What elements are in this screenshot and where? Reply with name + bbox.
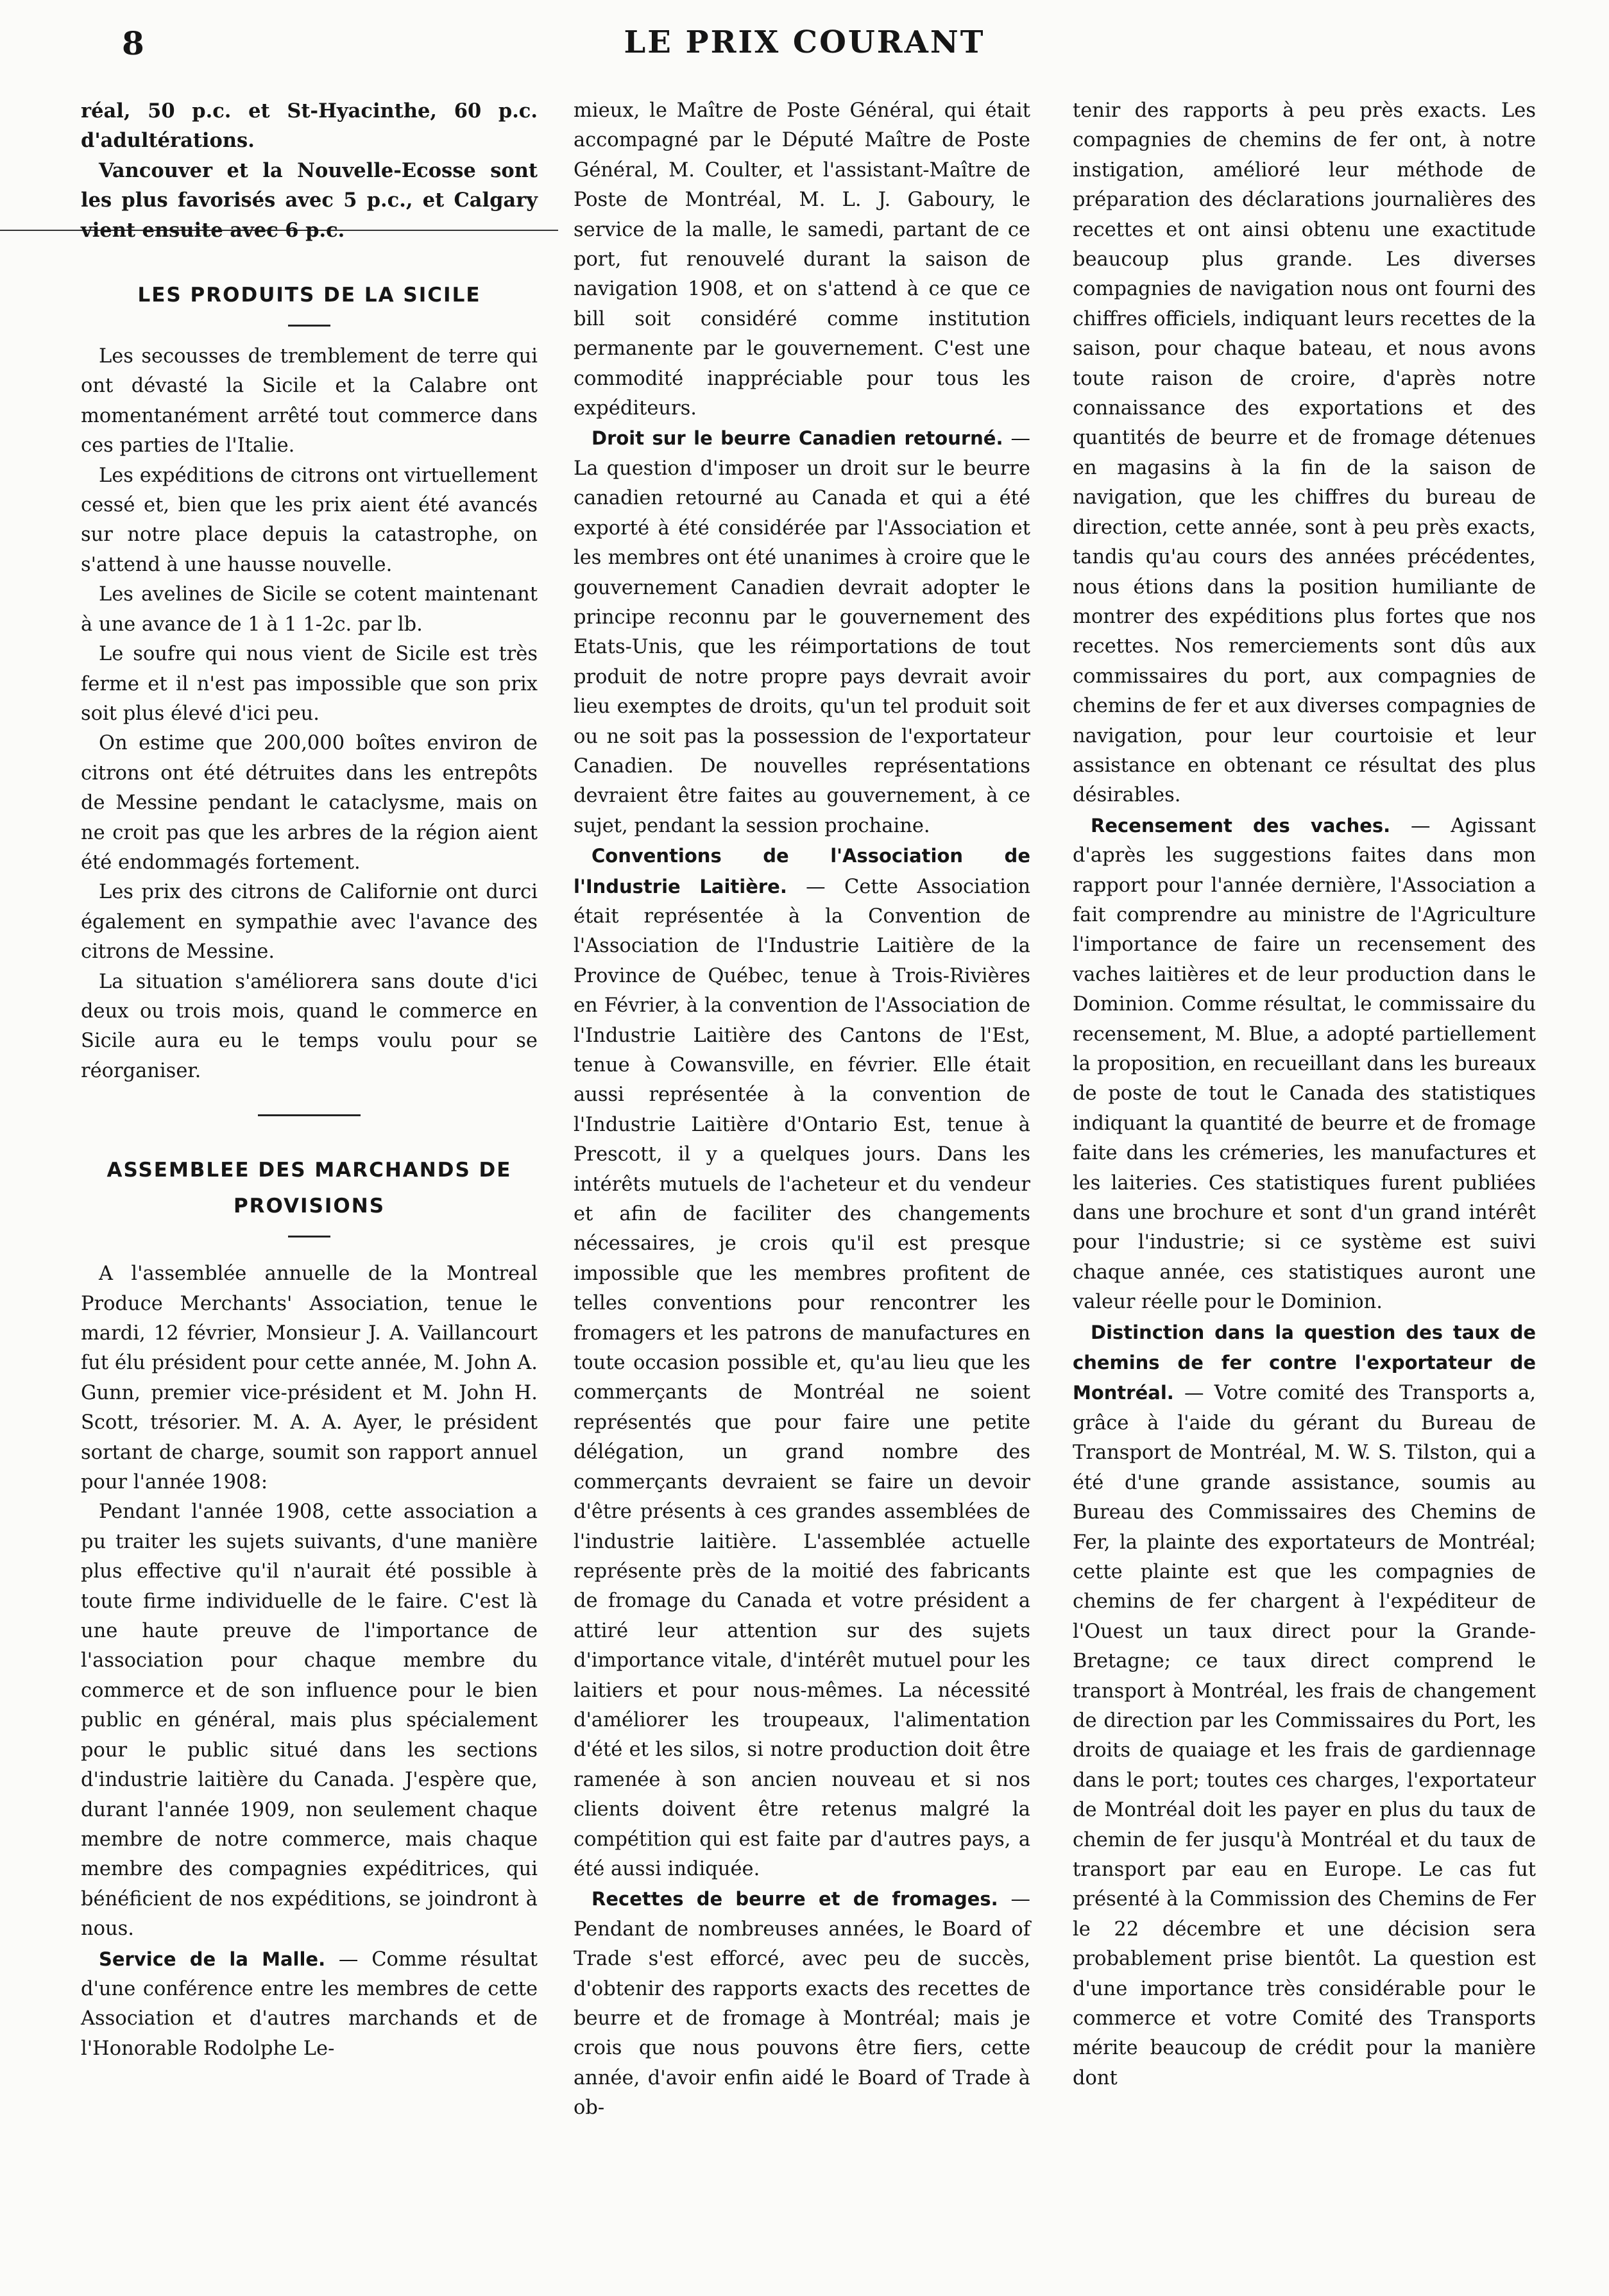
paragraph-text: — Pendant de nombreuses années, le Board of Trade s'est efforcé, avec peu de succès, d'obtenir des rapports exacts des recettes de beurre et de fromage à Montréal; mais je crois que nous pouvons être fiers, cette année, d'avoir enfin aidé le Board of Trade à ob- [574,1888,1030,2120]
page-number: 8 [122,24,144,62]
section-heading: LES PRODUITS DE LA SICILE [137,284,481,307]
paragraph: Les secousses de tremblement de terre qui ont dévasté la Sicile et la Calabre ont momentanément arrêté tout commerce dans ces parties de l'Italie. [81,345,538,457]
heading-rule [288,1236,330,1237]
running-head: LE PRIX COURANT [624,24,985,60]
paragraph-text: — Cette Association était représentée à la Convention de l'Association de l'Industrie Laitière de la Province de Québec, tenue à Trois-Rivières en Février, à la convention de l'Association de l'Industrie Laitière des Cantons de l'Est, tenue à Cowansville, en février. Elle était aussi représentée à la convention de l'Industrie Laitière d'Ontario Est, tenue à Prescott, il y a quelques jours. Dans les intérêts mutuels de l'acheteur et du vendeur et afin de faciliter des changements nécessaires, je crois qu'il est presque impossible que les membres profitent de telles conventions pour rencontrer les fromagers et les patrons de manufactures en toute occasion possible et, qu'au lieu que les commerçants de Montréal ne soient représentés que pour faire une petite délégation, un grand nombre des commerçants devraient se faire un devoir d'être présents à ces grandes assemblées de l'industrie laitière. L'assemblée actuelle représente près de la moitié des fabricants de fromage du Canada et votre président a attiré leur attention sur des sujets d'importance vitale, d'intérêt mutuel pour les laitiers et pour nous-mêmes. La nécessité d'améliorer les troupeaux, l'alimentation d'été et les silos, si notre production doit être ramenée à son ancien nouveau et si nos clients doivent être retenus malgré la compétition qui est faite par d'autres pays, a été aussi indiquée. [574,875,1030,1880]
run-in-title: Distinction dans la question des taux de chemins de fer contre l'exportateur de Montréal. [1073,1321,1536,1404]
heading-rule [288,325,330,327]
column-3 [1073,96,1536,2093]
paragraph: Le soufre qui nous vient de Sicile est très ferme et il n'est pas impossible que son prix soit plus élevé d'ici peu. [81,643,538,725]
paragraph: Vancouver et la Nouvelle-Ecosse sont les plus favorisés avec 5 p.c., et Calgary vient ensuite avec 6 p.c. [81,158,538,242]
paragraph: On estime que 200,000 boîtes environ de citrons ont été détruites dans les entrepôts de Messine pendant le cataclysme, mais on ne croit pas que les arbres de la région aient été endommagés fortement. [81,732,538,874]
section-heading-line-2: PROVISIONS [233,1195,386,1218]
paragraph-text: — Agissant d'après les suggestions faites dans mon rapport pour l'année dernière, l'Association a fait comprendre au ministre de l'Agriculture l'importance de faire un recensement des vaches laitières et de leur production dans le Dominion. Comme résultat, le commissaire du recensement, M. Blue, a adopté partiellement la proposition, en recueillant dans les bureaux de poste de tout le Canada des statistiques indiquant la quantité de beurre et de fromage faite dans les crémeries, les manufactures et les laiteries. Ces statistiques furent publiées dans une brochure et sont d'un grand intérêt pour l'industrie; si ce système est suivi chaque année, ces statistiques auront une valeur réelle pour le Dominion. [1073,814,1536,1314]
paragraph: Pendant l'année 1908, cette association a pu traiter les sujets suivants, d'une manière plus effective qu'il n'aurait été possible à toute firme individuelle de le faire. C'est là une haute preuve de l'importance de l'association pour chaque membre du commerce et de son influence pour le bien public en général, mais plus spécialement pour le public situé dans les sections d'industrie laitière du Canada. J'espère que, durant l'année 1909, non seulement chaque membre de notre commerce, mais chaque membre des compagnies expéditrices, qui bénéficient de nos expéditions, se joindront à nous. [81,1501,538,1941]
section-separator [258,1114,361,1116]
run-in-title: Recettes de beurre et de fromages. [592,1888,998,1910]
paragraph-text: — Comme résultat d'une conférence entre les membres de cette Association et d'autres marchands et de l'Honorable Rodolphe Le- [81,1948,538,2060]
paragraph [1073,1318,1536,2094]
paragraph: Les prix des citrons de Californie ont durci également en sympathie avec l'avance des citrons de Messine. [81,881,538,964]
run-in-title: Droit sur le beurre Canadien retourné. [592,427,1003,450]
column-1 [81,96,538,2064]
paragraph: mieux, le Maître de Poste Général, qui était accompagné par le Député Maître de Poste Général, M. Coulter, et l'assistant-Maître de Poste de Montréal, M. L. J. Gaboury, le service de la malle, le samedi, partant de ce port, fut renouvelé durant la saison de navigation 1908, et on s'attend à ce que ce bill soit considéré comme institution permanente par le gouvernement. C'est une commodité inappréciable pour tous les expéditeurs. [574,99,1030,420]
section-heading: ASSEMBLEE DES MARCHANDS DE [106,1159,512,1182]
paragraph: La situation s'améliorera sans doute d'ici deux ou trois mois, quand le commerce en Sicile aura eu le temps voulu pour se réorganiser. [81,970,538,1082]
paragraph: réal, 50 p.c. et St-Hyacinthe, 60 p.c. d'adultérations. [81,99,538,153]
run-in-title: Recensement des vaches. [1091,814,1391,837]
paragraph [574,423,1030,841]
paragraph [1073,811,1536,1318]
paragraph: A l'assemblée annuelle de la Montreal Produce Merchants' Association, tenue le mardi, 12 février, Monsieur J. A. Vaillancourt fut élu président pour cette année, M. John A. Gunn, premier vice-président et M. John H. Scott, trésorier. M. A. A. Ayer, le président sortant de charge, soumit son rapport annuel pour l'année 1908: [81,1263,538,1494]
run-in-title: Conventions de l'Association de l'Industrie Laitière. [574,845,1030,897]
paragraph [574,841,1030,1884]
paragraph [81,1944,538,2064]
run-in-title: Service de la Malle. [99,1948,326,1970]
paragraph-text: — La question d'imposer un droit sur le beurre canadien retourné au Canada et qui a été exporté à été considérée par l'Association et les membres ont été unanimes à croire que le gouvernement Canadien devrait adopter le principe reconnu par le gouvernement des Etats-Unis, que les réimportations de tout produit de notre propre pays devrait avoir lieu exemptes de droits, qu'un tel produit soit ou ne soit pas la possession de l'exportateur Canadien. De nouvelles représentations devraient être faites au gouvernement, à ce sujet, pendant la session prochaine. [574,427,1031,837]
paragraph: Les expéditions de citrons ont virtuellement cessé et, bien que les prix aient été avancés sur notre place depuis la catastrophe, on s'attend à une hausse nouvelle. [81,464,538,576]
paragraph: Les avelines de Sicile se cotent maintenant à une avance de 1 à 1 1-2c. par lb. [81,583,538,636]
paragraph-text: — Votre comité des Transports a, grâce à l'aide du gérant du Bureau de Transport de Montréal, M. W. S. Tilston, qui a été d'une grande assistance, soumis au Bureau des Commissaires des Chemins de Fer, la plainte des exportateurs de Montréal; cette plainte est que les compagnies de chemins de fer chargent à l'expéditeur de l'Ouest un taux direct pour la Grande-Bretagne; ce taux direct comprend le transport à Montréal, les frais de changement de direction par les Commissaires du Port, les droits de quaiage et les frais de gardiennage dans le port; toutes ces charges, l'exportateur de Montréal doit les payer en plus du taux de chemin de fer jusqu'à Montréal et du taux de transport par eau en Europe. Le cas fut présenté à la Commission des Chemins de Fer le 22 décembre et une décision sera probablement prise bientôt. La question est d'une importance très considérable pour le commerce et votre Comité des Transports mérite beaucoup de crédit pour la manière dont [1073,1382,1536,2089]
paragraph [574,1884,1030,2123]
paragraph: tenir des rapports à peu près exacts. Les compagnies de chemins de fer ont, à notre instigation, amélioré leur méthode de préparation des déclarations journalières des recettes et ont ainsi obtenu une exactitude beaucoup plus grande. Les diverses compagnies de navigation nous ont fourni des chiffres officiels, indiquant leurs recettes de la saison, pour chaque bateau, et nous avons toute raison de croire, d'après notre connaissance des exportations et des quantités de beurre et de fromage détenues en magasins à la fin de la saison de navigation, que les chiffres du bureau de direction, cette année, sont à peu près exacts, tandis qu'au cours des années précédentes, nous étions dans la position humiliante de montrer des expéditions plus fortes que nos recettes. Nos remerciements sont dûs aux commissaires du port, aux compagnies de chemins de fer et aux diverses compagnies de navigation, pour leur courtoisie et leur assistance en obtenant ce résultat des plus désirables. [1073,99,1536,807]
column-2 [574,96,1030,2123]
